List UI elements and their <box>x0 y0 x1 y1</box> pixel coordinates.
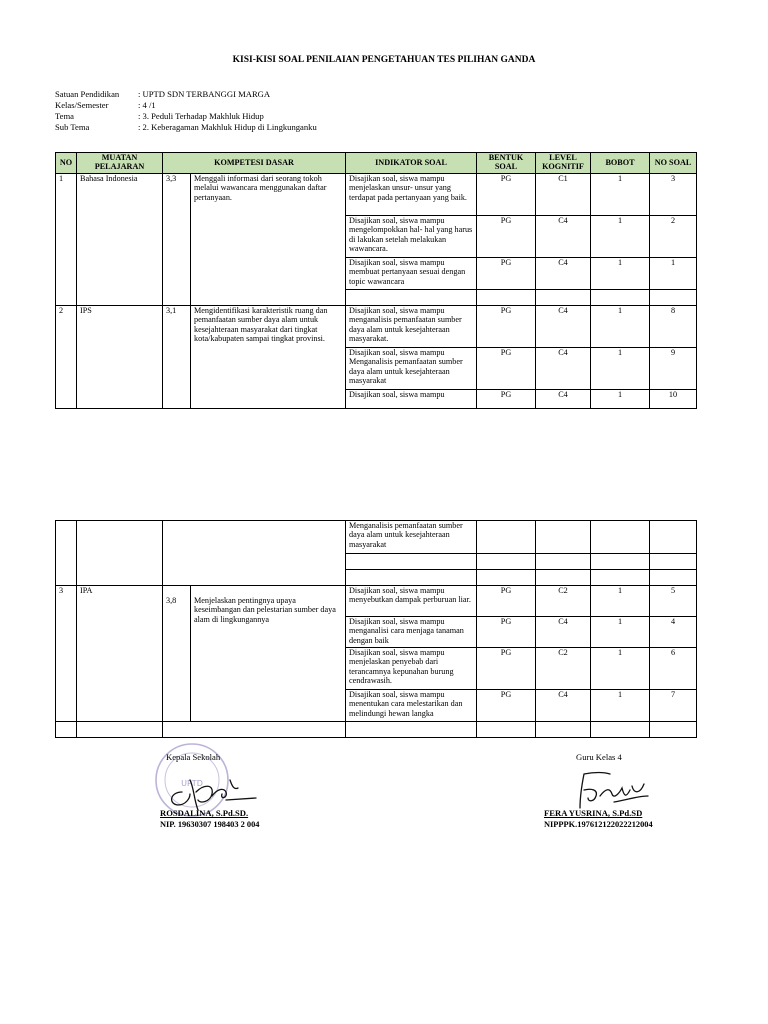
info-row-subtema <box>55 122 317 133</box>
cell-bobot: 1 <box>591 390 650 409</box>
header-muatan: MUATAN PELAJARAN <box>77 153 163 174</box>
cell-no-soal: 10 <box>650 390 697 409</box>
cell-empty <box>650 570 697 586</box>
cell-empty <box>163 521 346 586</box>
cell-kompetensi: Menjelaskan pentingnya upaya keseimbangan dan pelestarian sumber daya alam di lingkungannya <box>191 586 346 722</box>
header-no: NO <box>56 153 77 174</box>
cell-bobot: 1 <box>591 648 650 690</box>
cell-level: C4 <box>536 216 591 258</box>
cell-indikator: Disajikan soal, siswa mampu mengelompokkan hal- hal yang harus di lakukan setelah melakukan wawancara. <box>346 216 477 258</box>
cell-level: C4 <box>536 617 591 648</box>
table-row <box>56 174 697 216</box>
table-row-continued <box>56 521 697 554</box>
signature-block-teacher <box>544 752 704 829</box>
cell-empty <box>536 290 591 306</box>
cell-kd-number: 3,8 <box>163 586 191 722</box>
info-value: : UPTD SDN TERBANGGI MARGA <box>138 89 271 99</box>
signature-name: ROSDALINA, S.Pd.SD. <box>160 808 249 818</box>
cell-indikator: Disajikan soal, siswa mampu menjelaskan penyebab dari terancamnya kepunahan burung cendrawasih. <box>346 648 477 690</box>
cell-bentuk: PG <box>477 390 536 409</box>
cell-no-soal: 5 <box>650 586 697 617</box>
header-bentuk: BENTUK SOAL <box>477 153 536 174</box>
principal-signature-icon <box>160 770 260 818</box>
cell-empty <box>650 554 697 570</box>
cell-no-soal: 1 <box>650 258 697 290</box>
cell-empty <box>77 521 163 586</box>
cell-empty <box>56 521 77 586</box>
cell-bentuk: PG <box>477 174 536 216</box>
header-kompetensi: KOMPETESI DASAR <box>163 153 346 174</box>
cell-kompetensi: Menggali informasi dari seorang tokoh melalui wawancara menggunakan daftar pertanyaan. <box>191 174 346 306</box>
cell-bobot: 1 <box>591 586 650 617</box>
cell-bobot: 1 <box>591 617 650 648</box>
cell-no-soal: 7 <box>650 690 697 722</box>
cell-bentuk: PG <box>477 617 536 648</box>
header-no-soal: NO SOAL <box>650 153 697 174</box>
signature-name: FERA YUSRINA, S.Pd.SD <box>544 808 643 818</box>
cell-empty <box>346 570 477 586</box>
cell-no: 1 <box>56 174 77 306</box>
cell-bentuk: PG <box>477 586 536 617</box>
cell-indikator: Disajikan soal, siswa mampu menentukan cara melestarikan dan melindungi hewan langka <box>346 690 477 722</box>
cell-bobot: 1 <box>591 690 650 722</box>
cell-level: C2 <box>536 648 591 690</box>
table-row <box>56 586 697 617</box>
document-title: KISI-KISI SOAL PENILAIAN PENGETAHUAN TES PILIHAN GANDA <box>232 55 536 65</box>
cell-empty <box>477 554 536 570</box>
cell-empty <box>56 722 77 738</box>
cell-empty <box>536 521 591 554</box>
cell-empty <box>77 722 163 738</box>
cell-no-soal: 3 <box>650 174 697 216</box>
cell-no-soal: 6 <box>650 648 697 690</box>
cell-empty <box>591 521 650 554</box>
cell-empty <box>650 722 697 738</box>
cell-no: 3 <box>56 586 77 722</box>
cell-empty <box>346 554 477 570</box>
cell-bentuk: PG <box>477 216 536 258</box>
teacher-signature-icon <box>574 766 654 812</box>
signature-nip: NIPPPK.197612122022212004 <box>544 820 653 829</box>
cell-empty <box>477 570 536 586</box>
cell-empty <box>591 570 650 586</box>
cell-bobot: 1 <box>591 348 650 390</box>
table-row <box>56 306 697 348</box>
cell-empty <box>591 554 650 570</box>
header-indikator: INDIKATOR SOAL <box>346 153 477 174</box>
cell-level: C2 <box>536 586 591 617</box>
cell-kd-number: 3,1 <box>163 306 191 409</box>
cell-bentuk: PG <box>477 258 536 290</box>
cell-bentuk: PG <box>477 648 536 690</box>
cell-muatan: IPA <box>77 586 163 722</box>
cell-no-soal: 4 <box>650 617 697 648</box>
cell-no-soal: 8 <box>650 306 697 348</box>
cell-indikator: Disajikan soal, siswa mampu menyebutkan dampak perburuan liar. <box>346 586 477 617</box>
header-level: LEVEL KOGNITIF <box>536 153 591 174</box>
info-value: : 4 /1 <box>138 100 156 110</box>
cell-bentuk: PG <box>477 690 536 722</box>
cell-indikator: Disajikan soal, siswa mampu <box>346 390 477 409</box>
cell-indikator: Disajikan soal, siswa mampu menjelaskan unsur- unsur yang terdapat pada pertanyaan yang baik. <box>346 174 477 216</box>
header-bobot: BOBOT <box>591 153 650 174</box>
cell-kd-number: 3,3 <box>163 174 191 306</box>
cell-muatan: Bahasa Indonesia <box>77 174 163 306</box>
signature-title: Guru Kelas 4 <box>576 752 622 762</box>
info-value: : 3. Peduli Terhadap Makhluk Hidup <box>138 111 264 121</box>
cell-empty <box>536 554 591 570</box>
cell-indikator: Menganalisis pemanfaatan sumber daya alam untuk kesejahteraan masyarakat <box>346 521 477 554</box>
table-row-empty <box>56 722 697 738</box>
cell-empty <box>536 570 591 586</box>
cell-muatan: IPS <box>77 306 163 409</box>
cell-empty <box>591 290 650 306</box>
cell-empty <box>591 722 650 738</box>
cell-level: C4 <box>536 390 591 409</box>
table-header-row <box>56 153 697 174</box>
cell-empty <box>346 722 477 738</box>
cell-no: 2 <box>56 306 77 409</box>
cell-bobot: 1 <box>591 258 650 290</box>
cell-indikator: Disajikan soal, siswa mampu Menganalisis pemanfaatan sumber daya alam untuk kesejahteraan masyarakat <box>346 348 477 390</box>
cell-level: C1 <box>536 174 591 216</box>
cell-empty <box>477 290 536 306</box>
cell-empty <box>536 722 591 738</box>
signature-nip: NIP. 19630307 198403 2 004 <box>160 820 260 829</box>
info-label: Kelas/Semester <box>55 100 109 110</box>
cell-level: C4 <box>536 690 591 722</box>
cell-empty <box>477 521 536 554</box>
kisi-kisi-table-page-2 <box>55 520 697 738</box>
cell-bentuk: PG <box>477 306 536 348</box>
cell-bobot: 1 <box>591 174 650 216</box>
cell-bobot: 1 <box>591 306 650 348</box>
signature-title: Kepala Sekolah <box>166 752 221 762</box>
cell-empty <box>650 521 697 554</box>
cell-indikator: Disajikan soal, siswa mampu membuat pertanyaan sesuai dengan topic wawancara <box>346 258 477 290</box>
info-value: : 2. Keberagaman Makhluk Hidup di Lingkunganku <box>138 122 317 132</box>
info-row-tema <box>55 111 317 122</box>
cell-indikator: Disajikan soal, siswa mampu menganalisis pemanfaatan sumber daya alam untuk kesejahteraan masyarakat. <box>346 306 477 348</box>
cell-no-soal: 2 <box>650 216 697 258</box>
cell-indikator: Disajikan soal, siswa mampu menganalisi cara menjaga tanaman dengan baik <box>346 617 477 648</box>
info-label: Sub Tema <box>55 122 90 132</box>
info-label: Tema <box>55 111 74 121</box>
cell-level: C4 <box>536 258 591 290</box>
info-row-kelas <box>55 100 317 111</box>
cell-empty <box>650 290 697 306</box>
cell-level: C4 <box>536 348 591 390</box>
cell-empty <box>346 290 477 306</box>
kisi-kisi-table-page-1 <box>55 152 697 409</box>
cell-kompetensi: Mengidentifikasi karakteristik ruang dan pemanfaatan sumber daya alam untuk kesejahteraan masyarakat dari tingkat kota/kabupaten sampai tingkat provinsi. <box>191 306 346 409</box>
cell-empty <box>477 722 536 738</box>
info-row-satuan <box>55 89 317 100</box>
cell-bentuk: PG <box>477 348 536 390</box>
cell-bobot: 1 <box>591 216 650 258</box>
cell-empty <box>163 722 346 738</box>
info-label: Satuan Pendidikan <box>55 89 120 99</box>
cell-no-soal: 9 <box>650 348 697 390</box>
stamp-text: UPTD <box>181 779 203 788</box>
identity-block <box>55 89 317 133</box>
cell-level: C4 <box>536 306 591 348</box>
